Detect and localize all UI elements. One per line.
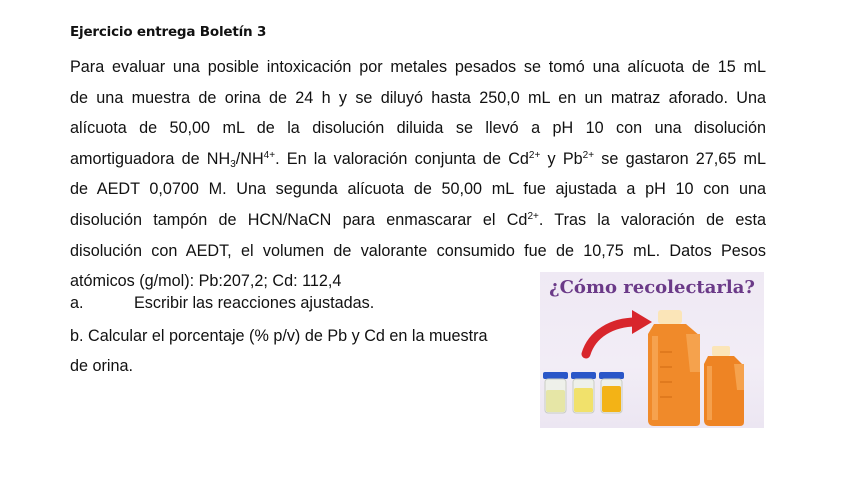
sample-cup-icon [543,372,568,413]
text-run: . Tras la valoración de esta [538,210,766,229]
question-b: b. Calcular el porcentaje (% p/v) de Pb y Cd en la muestra [70,327,488,345]
paragraph-line: Para evaluar una posible intoxicación por metales pesados se tomó una alícuota de 15 mL [70,58,766,76]
sample-cup-icon [599,372,624,413]
question-a [70,294,374,313]
paragraph-line: de AEDT 0,0700 M. Una segunda alícuota de 50,00 mL fue ajustada a pH 10 con una [70,180,766,199]
text-run: disolución tampón de HCN/NaCN para enmascarar el Cd [70,210,528,229]
text-run: y Pb [540,149,583,168]
page-title: Ejercicio entrega Boletín 3 [70,24,267,40]
subscript: 3 [230,158,236,170]
superscript: 2+ [528,149,541,161]
paragraph-line: disolución con AEDT, el volumen de valorante consumido fue de 10,75 mL. Datos Pesos [70,241,766,260]
question-b-continued: de orina. [70,357,133,375]
text-run: se gastaron 27,65 mL [594,149,767,168]
question-marker: a. [70,294,84,312]
superscript: 2+ [582,149,595,161]
paragraph-line: atómicos (g/mol): Pb:207,2; Cd: 112,4 [70,272,342,291]
paragraph-line [70,144,766,175]
superscript: 2+ [527,210,539,222]
sample-cup-icon [571,372,596,413]
text-run: /NH [235,149,264,168]
small-jug-icon [704,346,744,426]
problem-statement [70,52,766,297]
question-text: Escribir las reacciones ajustadas. [134,294,375,312]
collection-graphic [540,272,764,428]
illustration-caption: ¿Cómo recolectarla? [549,277,755,298]
red-arrow-icon [586,310,652,354]
large-jug-icon [648,310,700,426]
text-run: amortiguadora de NH [70,149,231,168]
urine-collection-illustration [540,272,764,428]
paragraph-line: de una muestra de orina de 24 h y se diluyó hasta 250,0 mL en un matraz aforado. Una [70,88,766,107]
superscript: 4+ [263,149,276,161]
paragraph-line: alícuota de 50,00 mL de la disolución diluida se llevó a pH 10 con una disolución [70,119,766,138]
text-run: . En la valoración conjunta de Cd [275,149,529,168]
paragraph-line [70,205,766,236]
